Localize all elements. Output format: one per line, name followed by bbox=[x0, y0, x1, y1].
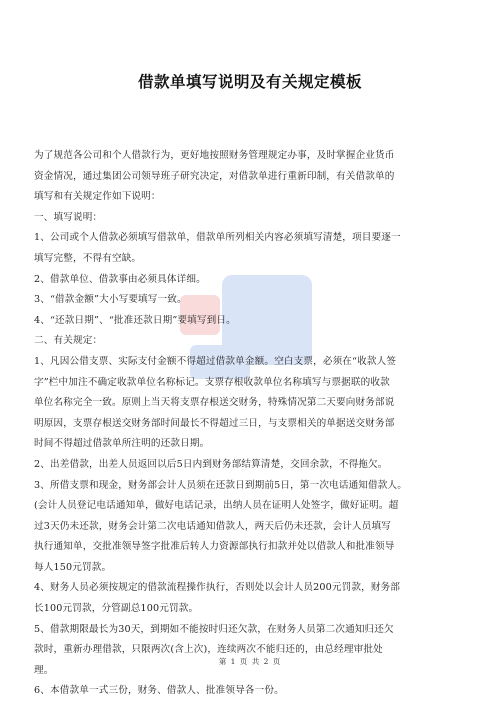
page-footer: 第 1 页 共 2 页 bbox=[218, 657, 282, 666]
text-line: 二、有关规定： bbox=[34, 335, 103, 347]
text-line: 4、“还款日期”、“批准还款日期”要填写到日。 bbox=[34, 314, 236, 326]
text-line: 字”栏中加注不确定收款单位名称标记。支票存根收款单位名称填写与票据联的收款 bbox=[34, 376, 390, 388]
text-line: 一、填写说明： bbox=[34, 211, 103, 223]
document-title: 借款单填写说明及有关规定模板 bbox=[137, 73, 362, 91]
text-line: 每人150元罚款。 bbox=[34, 561, 112, 573]
text-line: 5、借款期限最长为30天，到期如不能按时归还欠款，在财务人员第二次通知归还欠 bbox=[34, 623, 394, 635]
text-line: 4、财务人员必须按规定的借款流程操作执行，否则处以会计人员200元罚款，财务部 bbox=[34, 582, 401, 594]
text-line: 3、所借支票和现金，财务部会计人员须在还款日到期前5日，第一次电话通知借款人。 bbox=[34, 479, 408, 491]
text-line: 过3天仍未还款，财务会计第二次电话通知借款人，两天后仍未还款，会计人员填写 bbox=[34, 520, 392, 532]
text-line: 单位名称完全一致。原则上当天将支票存根送交财务，特殊情况第二天要向财务部说 bbox=[34, 397, 395, 409]
text-line: 时间不得超过借款单所注明的还款日期。 bbox=[34, 438, 210, 450]
text-line: 1、公司或个人借款必须填写借款单，借款单所列相关内容必须填写清楚，项目要逐一 bbox=[34, 232, 401, 244]
text-line: 1、凡因公借支票、实际支付金额不得超过借款单金额。空白支票，必须在“收款人签 bbox=[34, 355, 397, 367]
text-line: (会计人员登记电话通知单，做好电话记录，出纳人员在证明人处签字，做好证明。超 bbox=[34, 500, 399, 512]
text-line: 明原因，支票存根送交财务部时间最长不得超过三日，与支票相关的单据送交财务部 bbox=[34, 417, 395, 429]
text-line: 理。 bbox=[34, 664, 54, 676]
text-line: 6、本借款单一式三份，财务、借款人、批准领导各一份。 bbox=[34, 685, 284, 697]
document-body bbox=[34, 146, 472, 702]
text-line: 执行通知单，交批准领导签字批准后转人力资源部执行扣款并处以借款人和批准领导 bbox=[34, 541, 395, 553]
text-line: 2、借款单位、借款事由必须具体详细。 bbox=[34, 273, 206, 285]
text-line: 填写完整，不得有空缺。 bbox=[34, 252, 142, 264]
text-line: 长100元罚款，分管副总100元罚款。 bbox=[34, 603, 199, 615]
text-line: 2、出差借款，出差人员返回以后5日内到财务部结算清楚，交回余款，不得拖欠。 bbox=[34, 458, 388, 470]
text-line: 填写和有关规定作如下说明： bbox=[34, 191, 161, 203]
text-line: 为了规范各公司和个人借款行为，更好地按照财务管理规定办事，及时掌握企业货币 bbox=[34, 150, 395, 161]
text-line: 资金情况，通过集团公司领导班子研究决定，对借款单进行重新印制，有关借款单的 bbox=[34, 170, 395, 182]
text-line: 3、“借款金额”大小写要填写一致。 bbox=[34, 294, 187, 306]
text-line: 款时，重新办理借款，只限两次(含上次)，连续两次不能归还的，由总经理审批处 bbox=[34, 644, 383, 656]
